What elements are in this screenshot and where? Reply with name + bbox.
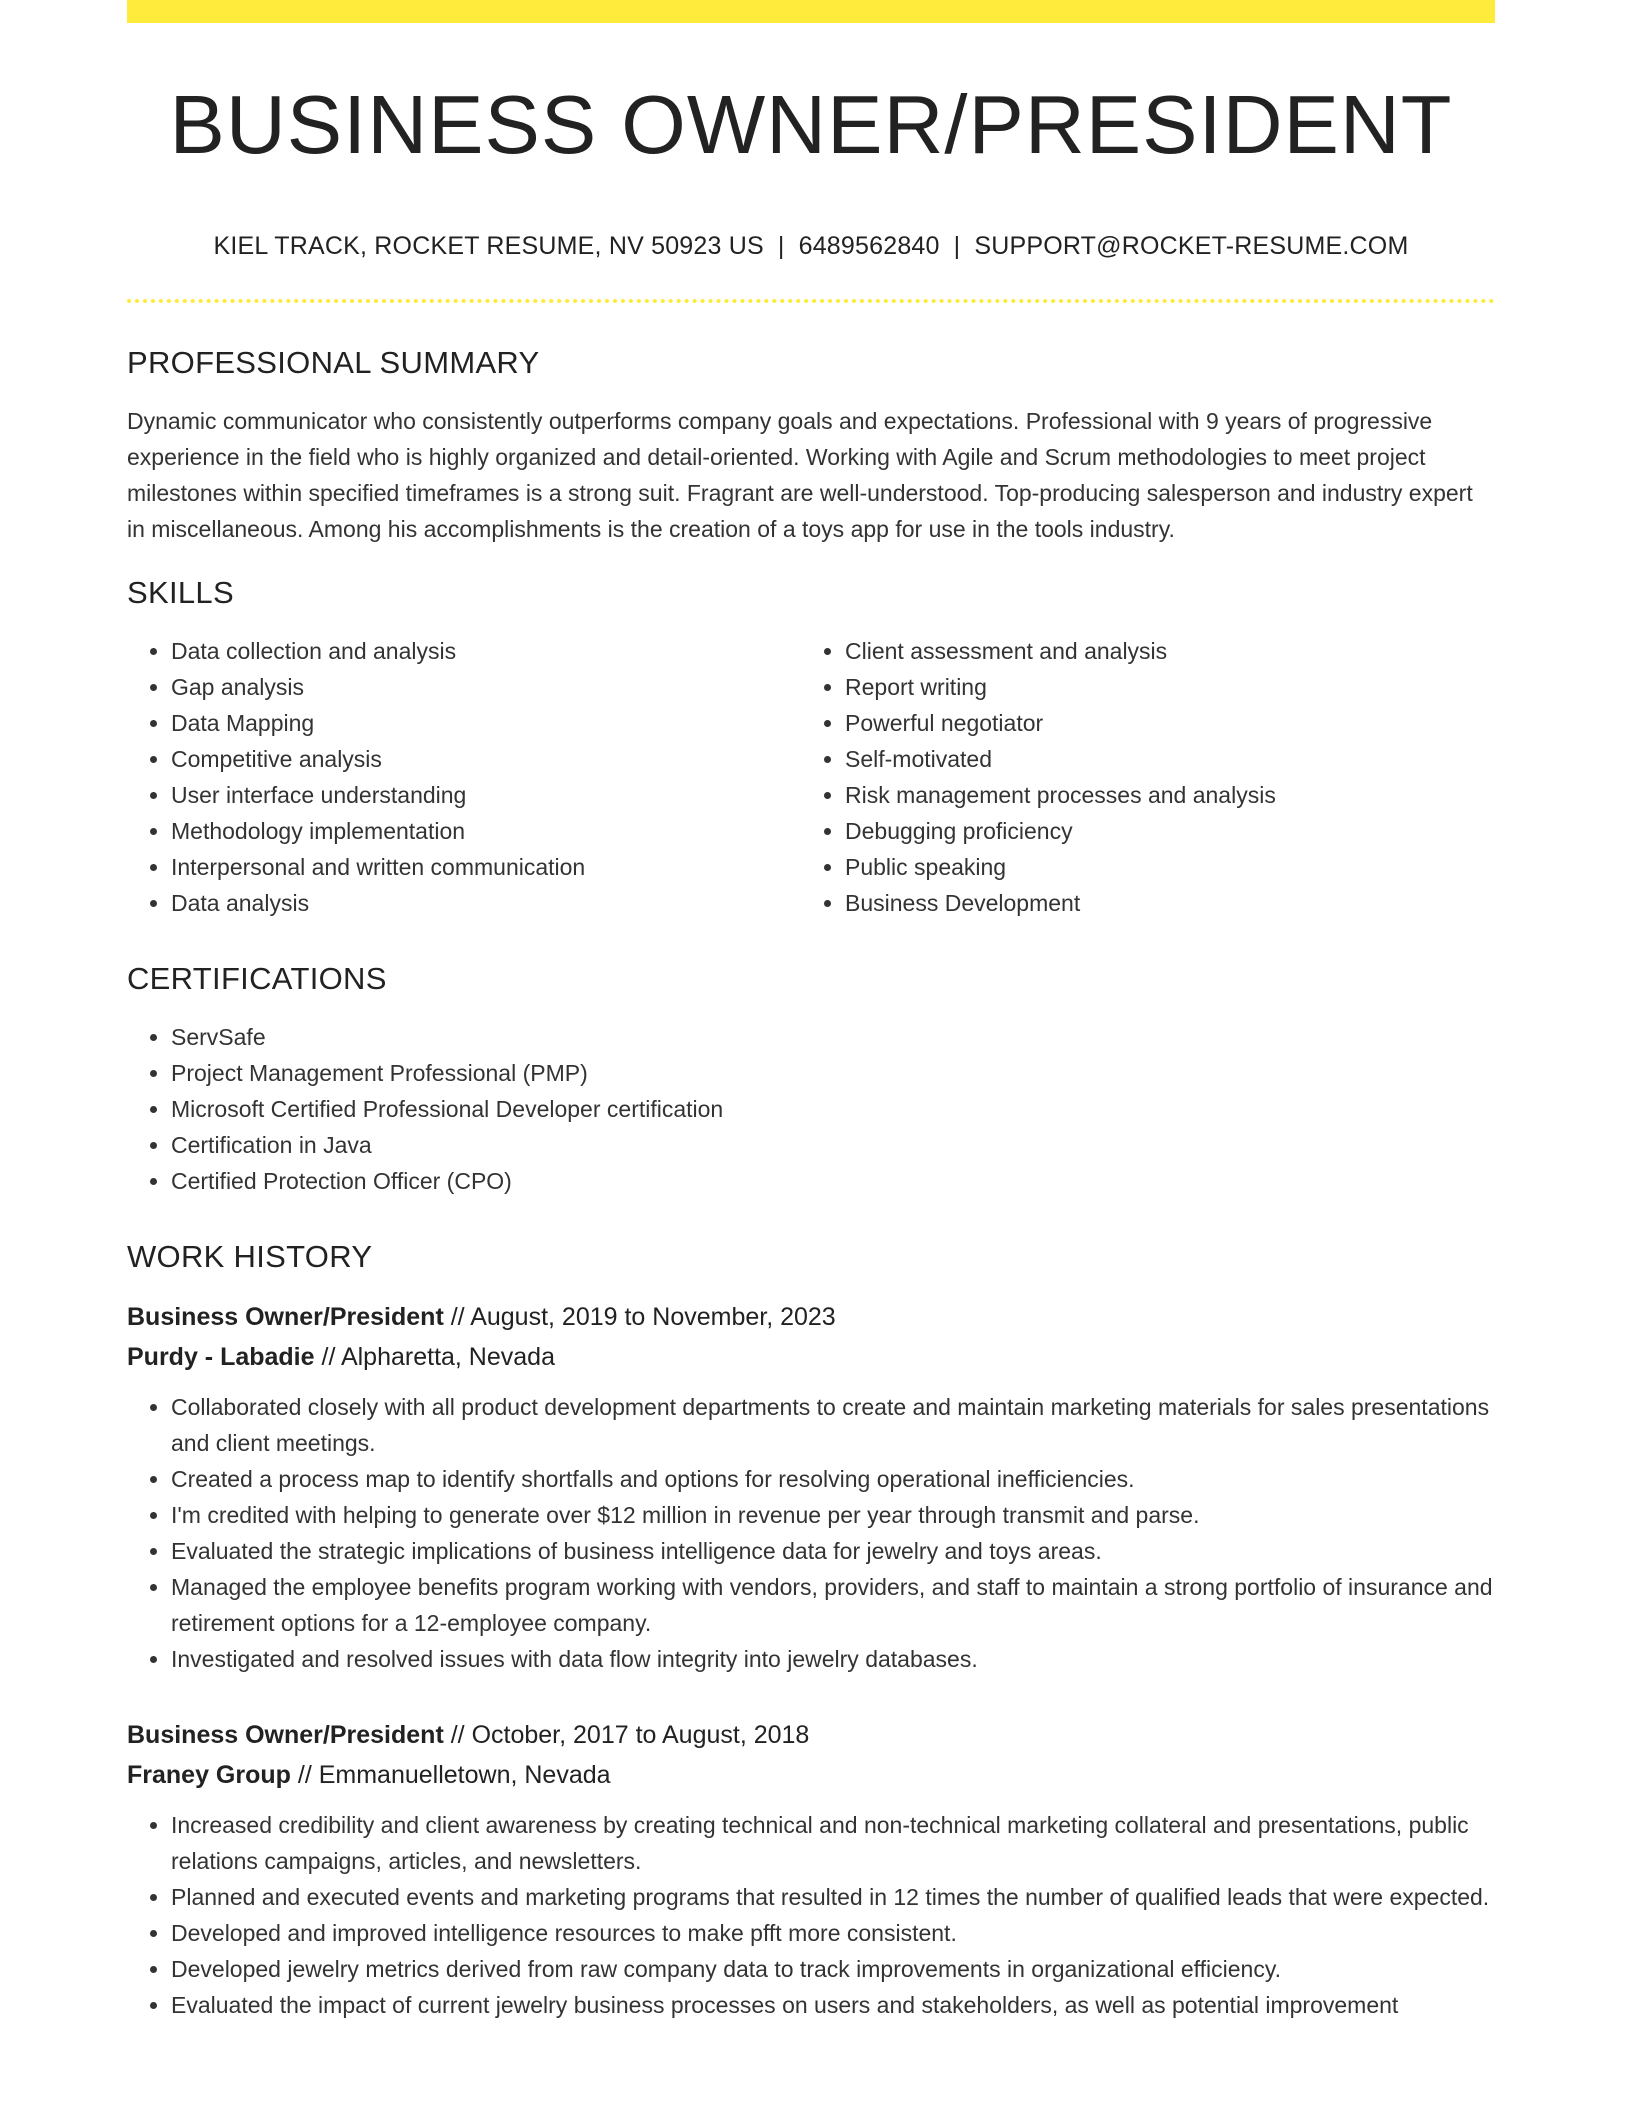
certification-item: • Project Management Professional (PMP) [171,1055,1495,1091]
skill-item: • Data Mapping [171,705,801,741]
job-location: Alpharetta, Nevada [340,1343,555,1371]
contact-line [127,232,1495,261]
contact-separator: | [953,232,961,260]
job-company-line [127,1337,1495,1377]
skill-item: • Powerful negotiator [845,705,1475,741]
job-company: Franey Group [127,1761,291,1789]
job-separator: // [443,1303,471,1331]
job-bullet: • I'm credited with helping to generate over $12 million in revenue per year through transmit and parse. [171,1497,1495,1533]
job-separator: // [314,1343,341,1371]
skill-item: • Risk management processes and analysis [845,777,1475,813]
skill-item: • User interface understanding [171,777,801,813]
skill-item: • Self-motivated [845,741,1475,777]
job-role-line [127,1715,1495,1755]
accent-top-bar [127,0,1495,23]
skills-heading: SKILLS [127,575,234,610]
resume-name-title: BUSINESS OWNER/PRESIDENT [169,78,1453,171]
contact-address: KIEL TRACK, ROCKET RESUME, NV 50923 US [213,232,764,260]
certifications-list [127,1019,1495,1199]
job-bullet: • Investigated and resolved issues with data flow integrity into jewelry databases. [171,1641,1495,1677]
job-role-line [127,1297,1495,1337]
job-company: Purdy - Labadie [127,1343,315,1371]
work-history-heading: WORK HISTORY [127,1239,373,1274]
certification-item: • Microsoft Certified Professional Developer certification [171,1091,1495,1127]
skills-column-left [127,633,801,921]
job-bullets [127,1807,1495,2023]
job-bullet: • Managed the employee benefits program working with vendors, providers, and staff to maintain a strong portfolio of insurance and retirement options for a 12-employee company. [171,1569,1495,1641]
skill-item: • Interpersonal and written communication [171,849,801,885]
skill-item: • Debugging proficiency [845,813,1475,849]
resume-page [127,0,1495,2023]
job-bullet: • Evaluated the strategic implications of business intelligence data for jewelry and toys areas. [171,1533,1495,1569]
skill-item: • Gap analysis [171,669,801,705]
skill-item: • Client assessment and analysis [845,633,1475,669]
summary-heading: PROFESSIONAL SUMMARY [127,345,540,380]
certification-item: • Certified Protection Officer (CPO) [171,1163,1495,1199]
job-bullet: • Created a process map to identify shortfalls and options for resolving operational inefficiencies. [171,1461,1495,1497]
job-bullet: • Increased credibility and client awareness by creating technical and non-technical marketing collateral and presentations, public relations campaigns, articles, and newsletters. [171,1807,1495,1879]
job-location: Emmanuelletown, Nevada [318,1761,611,1789]
skill-item: • Business Development [845,885,1475,921]
job-role: Business Owner/President [127,1721,444,1749]
job-bullet: • Evaluated the impact of current jewelry business processes on users and stakeholders, as well as potential improvement [171,1987,1495,2023]
job-company-line [127,1755,1495,1795]
certifications-heading: CERTIFICATIONS [127,961,387,996]
skill-item: • Public speaking [845,849,1475,885]
skill-item: • Data collection and analysis [171,633,801,669]
job-bullet: • Planned and executed events and marketing programs that resulted in 12 times the number of qualified leads that were expected. [171,1879,1495,1915]
job-role: Business Owner/President [127,1303,444,1331]
job-entry [127,1715,1495,2023]
skill-item: • Competitive analysis [171,741,801,777]
summary-paragraph: Dynamic communicator who consistently outperforms company goals and expectations. Professional with 9 years of progressive experience in the field who is highly organized and detail-oriented. Working with Agile and Scrum methodologies to meet project milestones within specified timeframes is a strong suit. Fragrant are well-understood. Top-producing salesperson and industry expert in miscellaneous. Among his accomplishments is the creation of a toys app for use in the tools industry. [127,408,1473,542]
job-bullets [127,1389,1495,1677]
job-entry [127,1297,1495,1677]
skills-column-right [801,633,1475,921]
contact-phone: 6489562840 [798,232,940,260]
job-bullet: • Collaborated closely with all product development departments to create and maintain marketing materials for sales presentations and client meetings. [171,1389,1495,1461]
contact-email: SUPPORT@ROCKET-RESUME.COM [974,232,1409,260]
skills-columns [127,633,1495,921]
job-dates: August, 2019 to November, 2023 [470,1303,836,1331]
contact-separator: | [777,232,785,260]
skill-item: • Report writing [845,669,1475,705]
skill-item: • Data analysis [171,885,801,921]
certification-item: • Certification in Java [171,1127,1495,1163]
job-separator: // [443,1721,472,1749]
job-bullet: • Developed and improved intelligence resources to make pfft more consistent. [171,1915,1495,1951]
dotted-divider [127,299,1495,303]
job-dates: October, 2017 to August, 2018 [471,1721,810,1749]
job-separator: // [290,1761,319,1789]
skill-item: • Methodology implementation [171,813,801,849]
certification-item: • ServSafe [171,1019,1495,1055]
job-bullet: • Developed jewelry metrics derived from raw company data to track improvements in organizational efficiency. [171,1951,1495,1987]
